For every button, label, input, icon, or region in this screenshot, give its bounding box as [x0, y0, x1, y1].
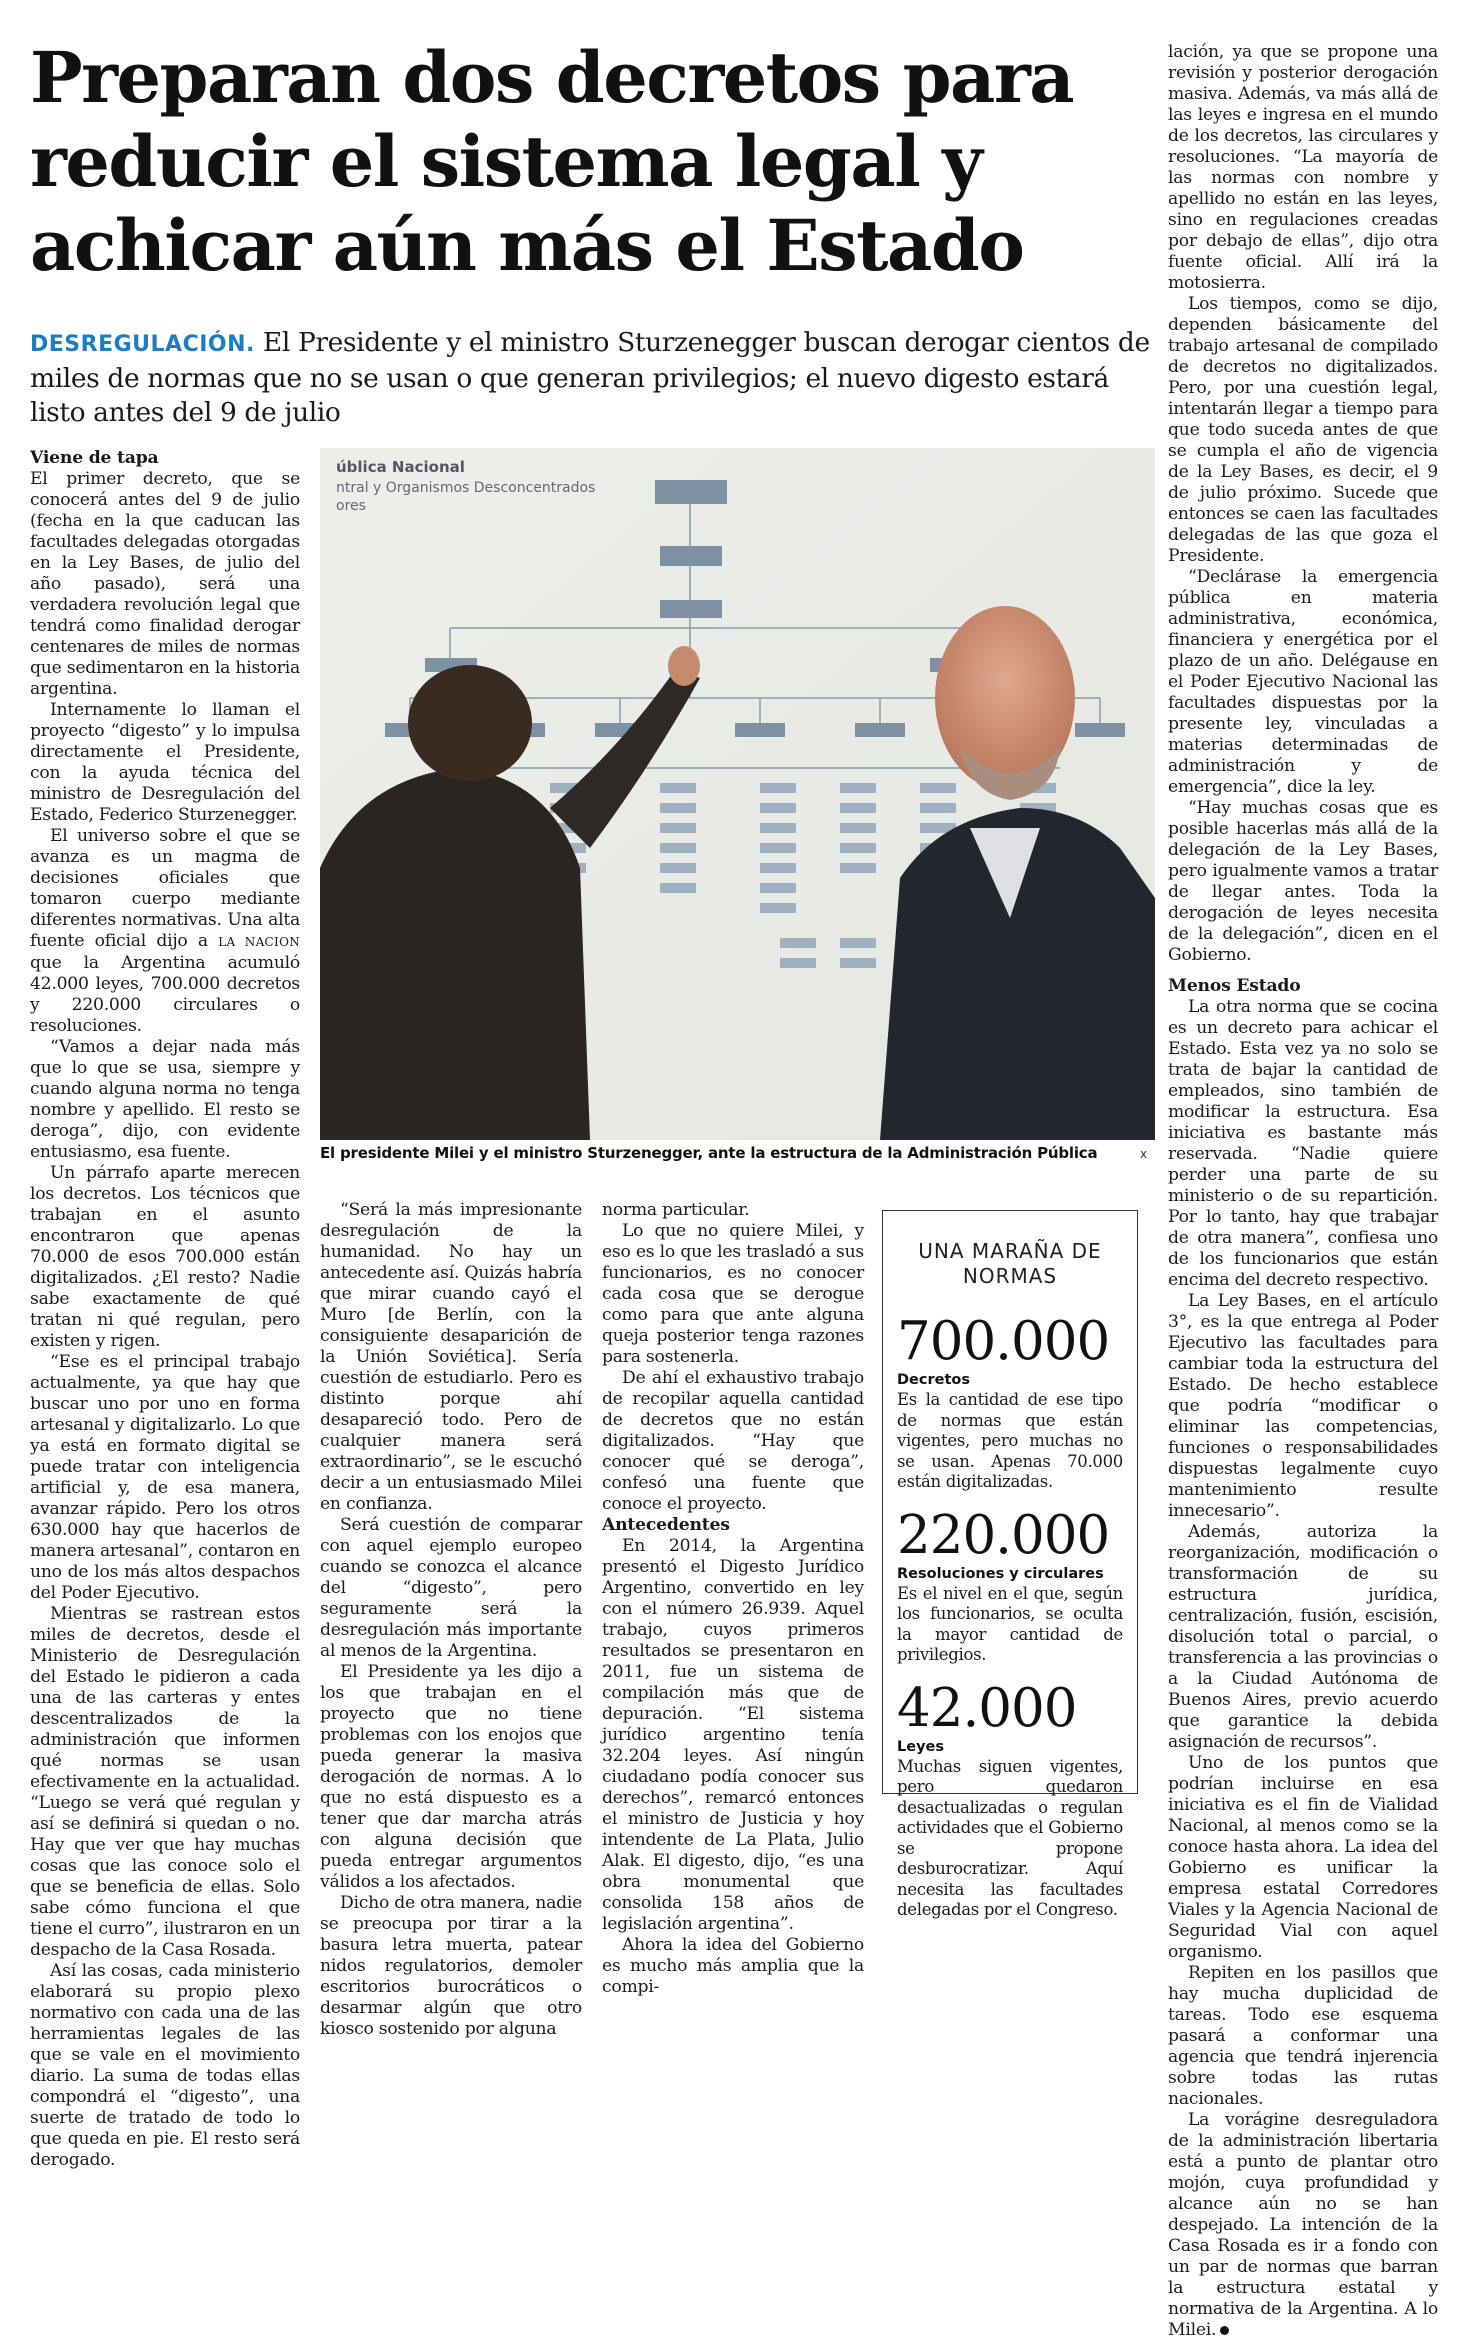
- poster-title: ública Nacional: [336, 458, 465, 476]
- stat-label: Decretos: [897, 1372, 970, 1388]
- continuation-heading: Viene de tapa: [30, 448, 159, 468]
- paragraph: Internamente lo llaman el proyecto “digesto” y lo impulsa directamente el Presidente, con la ayuda técnica del ministro de Desregulación del Estado, Federico Sturzenegger.: [30, 700, 300, 825]
- paragraph: Dicho de otra manera, nadie se preocupa por tirar a la basura letra muerta, patear nidos regulatorios, demoler escritorios burocráticos o desarmar algún que otro kiosco sostenido por alguna: [320, 1893, 583, 2039]
- article-column-4: [1168, 42, 1438, 2341]
- poster-subtitle: ntral y Organismos Desconcentrados: [336, 480, 596, 496]
- stat-description: Muchas siguen vigentes, pero quedaron desactualizadas o regulan actividades que el Gobierno se propone desburocratizar. Aquí necesita las facultades delegadas por el Congreso.: [897, 1756, 1123, 1919]
- paragraph: Además, autoriza la reorganización, modificación o transformación de su estructura jurídica, centralización, fusión, escisión, disolución total o parcial, o transferencia a las provincias o a la Ciudad Autónoma de Buenos Aires, previo acuerdo que garantice la debida asignación de recursos”.: [1168, 1522, 1438, 1752]
- subheadline: [30, 326, 1150, 430]
- stats-infobox: [882, 1210, 1138, 1919]
- infobox-title: UNA MARAÑA DE NORMAS: [918, 1239, 1102, 1288]
- paragraph: Un párrafo aparte merecen los decretos. Los técnicos que trabajan en el asunto encontraron que apenas 70.000 de esos 700.000 están digitalizados. ¿El resto? Nadie sabe exactamente de qué tratan ni qué regulan, pero existen y rigen.: [30, 1163, 300, 1351]
- stat-number: 42.000: [897, 1677, 1077, 1739]
- paragraph: “Declárase la emergencia pública en materia administrativa, económica, financiera y energética por el plazo de un año. Delégause en el Poder Ejecutivo Nacional las facultades dispuestas por la presente ley, vinculadas a materias determinadas de administración y de emergencia”, dice la ley.: [1168, 567, 1438, 797]
- article-column-3: [602, 1200, 864, 1998]
- section-kicker: DESREGULACIÓN.: [30, 332, 255, 357]
- paragraph: [1168, 2110, 1438, 2341]
- paragraph: La otra norma que se cocina es un decreto para achicar el Estado. Esta vez ya no solo se trata de bajar la cantidad de empleados, sino también de modificar la estructura. Esa iniciativa es bastante más reservada. “Nadie quiere perder una parte de su ministerio o de su repartición. Por lo tanto, hay que trabajar de otra manera”, confiesa uno de los funcionarios que están encima del decreto respectivo.: [1168, 997, 1438, 1290]
- org-chart-photo-illustration: [320, 448, 1155, 1140]
- end-of-article-mark: [1220, 2326, 1229, 2335]
- stat-number: 220.000: [897, 1504, 1110, 1566]
- paragraph: “Será la más impresionante desregulación de la humanidad. No hay un antecedente así. Quizás habría que mirar cuando cayó el Muro [de Berlín, con la consiguiente desaparición de la Unión Soviética]. Sería cuestión de estudiarlo. Pero es distinto porque ahí desapareció todo. Pero de cualquier manera será extraordinario”, se le escuchó decir a un entusiasmado Milei en confianza.: [320, 1200, 582, 1514]
- paragraph: norma particular.: [602, 1200, 750, 1220]
- stat-item: [897, 1313, 1123, 1493]
- paragraph: Mientras se rastrean estos miles de decretos, desde el Ministerio de Desregulación del Estado le pidieron a cada una de las carteras y entes descentralizados de la administración que informen qué normas se usan efectivamente en la actualidad. “Luego se verá qué regulan y así se definirá si quedan o no. Hay que ver que hay muchas cosas que las conoce solo el que se beneficia de ellas. Solo sabe cómo funciona el que tiene el curro”, ilustraron en un despacho de la Casa Rosada.: [30, 1604, 300, 1960]
- paragraph: El primer decreto, que se conocerá antes del 9 de julio (fecha en la que caducan las facultades delegadas otorgadas en la Ley Bases, de julio del año pasado), será una verdadera revolución legal que tendrá como finalidad derogar centenares de miles de normas que sedimentaron en la historia argentina.: [30, 469, 300, 699]
- poster-subtitle-2: ores: [336, 498, 366, 514]
- stat-description: Es la cantidad de ese tipo de normas que están vigentes, pero muchas no se usan. Apenas 70.000 están digitalizadas.: [897, 1390, 1123, 1491]
- paragraph: “Hay muchas cosas que es posible hacerlas más allá de la delegación de la Ley Bases, pero igualmente vamos a tratar de llegar antes. Toda la derogación de leyes necesita de la delegación”, dicen en el Gobierno.: [1168, 798, 1438, 965]
- paragraph-text: La vorágine desreguladora de la administración libertaria está a punto de plantar otro mojón, cuya profundidad y alcance aún no se han despejado. La intención de la Casa Rosada es ir a fondo con un par de normas que barran la estructura estatal y normativa de la Argentina. A lo Milei.: [1168, 2110, 1438, 2340]
- paragraph: Repiten en los pasillos que hay mucha duplicidad de tareas. Todo ese esquema pasará a conformar una agencia que tendrá injerencia sobre todas las rutas nacionales.: [1168, 1963, 1438, 2109]
- subheadline-text: El Presidente y el ministro Sturzenegger buscan derogar cientos de miles de normas que no se usan o que generan privilegios; el nuevo digesto estará listo antes del 9 de julio: [30, 327, 1150, 428]
- stat-description: Es el nivel en el que, según los funcionarios, se oculta la mayor cantidad de privilegios.: [897, 1583, 1123, 1664]
- stat-item: [897, 1504, 1123, 1666]
- paragraph: lación, ya que se propone una revisión y posterior derogación masiva. Además, va más allá de las leyes e ingresa en el mundo de los decretos, las circulares y resoluciones. “La mayoría de las normas con nombre y apellido no están en las leyes, sino en regulaciones creadas por debajo de ellas”, dijo otra fuente oficial. Allí irá la motosierra.: [1168, 42, 1438, 293]
- headline: Preparan dos decretos para reducir el sistema legal y achicar aún más el Estado: [30, 36, 1074, 287]
- paragraph: Lo que no quiere Milei, y eso es lo que les trasladó a sus funcionarios, es no conocer cada cosa que se derogue como para que ante alguna queja posterior tenga razones para sostenerla.: [602, 1221, 864, 1367]
- paragraph: [30, 826, 300, 1037]
- paragraph: En 2014, la Argentina presentó el Digesto Jurídico Argentino, convertido en ley con el número 26.939. Aquel trabajo, cuyos primeros resultados se presentaron en 2011, fue un sistema de compilación más que de depuración. “El sistema jurídico argentino tenía 32.204 leyes. Así ningún ciudadano podía conocer sus derechos”, remarcó entonces el ministro de Justicia y hoy intendente de La Plata, Julio Alak. El digesto, dijo, “es una obra monumental que consolida 158 años de legislación argentina”.: [602, 1536, 864, 1934]
- stat-number: 700.000: [897, 1311, 1110, 1372]
- article-column-1: [30, 448, 300, 2171]
- paragraph: De ahí el exhaustivo trabajo de recopilar aquella cantidad de decretos que no están digitalizados. “Hay que conocer qué se deroga”, confesó una fuente que conoce el proyecto.: [602, 1368, 864, 1514]
- man-left-jacket: [320, 768, 590, 1140]
- section-heading: Antecedentes: [602, 1515, 730, 1535]
- caption-mark: x: [1140, 1147, 1148, 1161]
- stat-item: [897, 1677, 1123, 1921]
- newspaper-name: LA NACION: [218, 935, 301, 949]
- paragraph: Uno de los puntos que podrían incluirse en esa iniciativa es el fin de Vialidad Nacional, al menos como se la conoce hasta ahora. La idea del Gobierno es unificar la empresa estatal Corredores Viales y la Agencia Nacional de Seguridad Vial con aquel organismo.: [1168, 1753, 1438, 1962]
- news-photo: [320, 448, 1155, 1140]
- stat-label: Leyes: [897, 1738, 944, 1755]
- paragraph-text: que la Argentina acumuló 42.000 leyes, 700.000 decretos y 220.000 circulares o resoluciones.: [30, 953, 300, 1036]
- paragraph: La Ley Bases, en el artículo 3°, es la que entrega al Poder Ejecutivo las facultades para cambiar toda la estructura del Estado. De hecho establece que podría “modificar o eliminar las competencias, funciones o responsabilidades dispuestas legalmente cuyo mantenimiento resulte innecesario”.: [1168, 1291, 1438, 1521]
- paragraph: “Vamos a dejar nada más que lo que se usa, siempre y cuando alguna norma no tenga nombre y apellido. El resto se deroga”, dijo, con evidente entusiasmo, esa fuente.: [30, 1037, 300, 1162]
- article-column-2: [320, 1200, 582, 2040]
- paragraph: “Ese es el principal trabajo actualmente, ya que hay que buscar uno por uno en forma artesanal y digitalizarlo. Lo que ya está en formato digital se puede tratar con inteligencia artificial y, de esa manera, avanzar rápido. Pero los otros 630.000 hay que hacerlos de manera artesanal”, contaron en uno de los más altos despachos del Poder Ejecutivo.: [30, 1352, 300, 1603]
- paragraph: Será cuestión de comparar con aquel ejemplo europeo cuando se conozca el alcance del “digesto”, pero seguramente será la desregulación más importante al menos de la Argentina.: [320, 1515, 582, 1661]
- section-heading: Menos Estado: [1168, 976, 1301, 996]
- paragraph-text: El universo sobre el que se avanza es un magma de decisiones oficiales que tomaron cuerpo mediante diferentes normativas. Una alta fuente oficial dijo a: [30, 826, 300, 951]
- paragraph: Así las cosas, cada ministerio elaborará su propio plexo normativo con cada una de las herramientas legales de las que se vale en el movimiento diario. La suma de todas ellas compondrá el “digesto”, una suerte de tratado de todo lo que queda en pie. El resto será derogado.: [30, 1961, 300, 2170]
- paragraph: Los tiempos, como se dijo, dependen básicamente del trabajo artesanal de compilado de decretos no digitalizados. Pero, por una cuestión legal, intentarán llegar a tiempo para que todo suceda antes de que se cumpla el año de vigencia de la Ley Bases, es decir, el 9 de julio próximo. Sucede que entonces se caen las facultades delegadas de las que goza el Presidente.: [1168, 294, 1438, 566]
- stat-label: Resoluciones y circulares: [897, 1565, 1104, 1582]
- paragraph: El Presidente ya les dijo a los que trabajan en el proyecto que no tiene problemas con los enojos que pueda generar la masiva derogación de normas. A lo que no está dispuesto es a tener que dar marcha atrás con alguna decisión que pueda entregar argumentos válidos a los afectados.: [320, 1662, 582, 1892]
- photo-caption: El presidente Milei y el ministro Sturzenegger, ante la estructura de la Administración Pública: [320, 1144, 1098, 1162]
- paragraph: Ahora la idea del Gobierno es mucho más amplia que la compi-: [602, 1935, 864, 1997]
- man-left-hair: [408, 665, 532, 781]
- man-left-hand: [668, 646, 700, 686]
